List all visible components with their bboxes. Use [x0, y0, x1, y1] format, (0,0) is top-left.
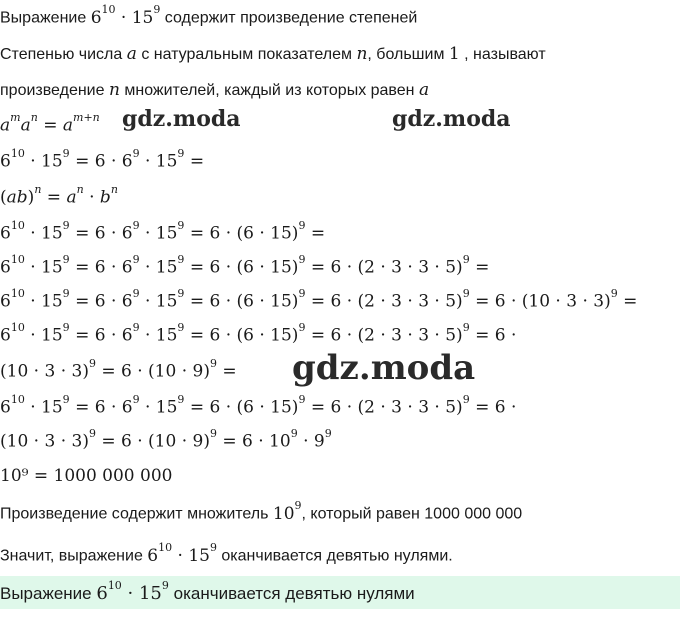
step-3: $6^{10} \cdot 15^9 = 6 \cdot 6^9 \cdot 15^9 = 6 \cdot (6 \cdot 15)^9 = 6 \cdot (2 \cdot 3 \cdot 3 \cdot 5)^9$ = — [0, 253, 490, 278]
step-5b: $(10 \cdot 3 \cdot 3)^9 = 6 \cdot (10 \cdot 9)^9$ = — [0, 357, 237, 382]
expression: $6^{10} \cdot 15^9$ — [90, 3, 161, 28]
answer-line: Выражение $6^{10} \cdot 15^9$ оканчивается девятью нулями — [0, 579, 415, 604]
watermark: gdz.moda — [122, 106, 241, 132]
conclusion-factor: Произведение содержит множитель $10^9$, который равен 1000 000 000 — [0, 499, 523, 524]
formula-power-of-product: $(ab)^n = a^n \cdot b^n$ — [0, 183, 118, 208]
definition-line-2: произведение n множителей, каждый из которых равен a — [0, 80, 430, 100]
watermark: gdz.moda — [392, 106, 511, 132]
formula-product-of-powers: $a^ma^n = a^{m+n}$ — [0, 111, 100, 136]
step-6a: $6^{10} \cdot 15^9 = 6 \cdot 6^9 \cdot 15^9 = 6 \cdot (6 \cdot 15)^9 = 6 \cdot (2 \cdot 3 \cdot 3 \cdot 5)^9 = 6$ · — [0, 393, 517, 418]
step-4: $6^{10} \cdot 15^9 = 6 \cdot 6^9 \cdot 15^9 = 6 \cdot (6 \cdot 15)^9 = 6 \cdot (2 \cdot 3 \cdot 3 \cdot 5)^9 = 6 \cdot (10 \cdot 3 \cdot 3)^9$ = — [0, 287, 638, 312]
conclusion-value: 10⁹ = 1000 000 000 — [0, 466, 173, 486]
step-5a: $6^{10} \cdot 15^9 = 6 \cdot 6^9 \cdot 15^9 = 6 \cdot (6 \cdot 15)^9 = 6 \cdot (2 \cdot 3 \cdot 3 \cdot 5)^9 = 6$ · — [0, 321, 517, 346]
conclusion-zeros: Значит, выражение $6^{10} \cdot 15^9$ оканчивается девятью нулями. — [0, 541, 453, 566]
watermark: gdz.moda — [292, 348, 476, 388]
step-1: $6^{10} \cdot 15^9 = 6 \cdot 6^9 \cdot 15^9$ = — [0, 147, 205, 172]
step-2: $6^{10} \cdot 15^9 = 6 \cdot 6^9 \cdot 15^9 = 6 \cdot (6 \cdot 15)^9$ = — [0, 219, 326, 244]
intro-line: Выражение $6^{10} \cdot 15^9$ содержит произведение степеней — [0, 3, 418, 28]
definition-line-1: Степенью числа a с натуральным показателем n, большим 1 , называют — [0, 44, 546, 64]
step-6b: $(10 \cdot 3 \cdot 3)^9 = 6 \cdot (10 \cdot 9)^9 = 6 \cdot 10^9 \cdot 9^9$ — [0, 427, 332, 452]
